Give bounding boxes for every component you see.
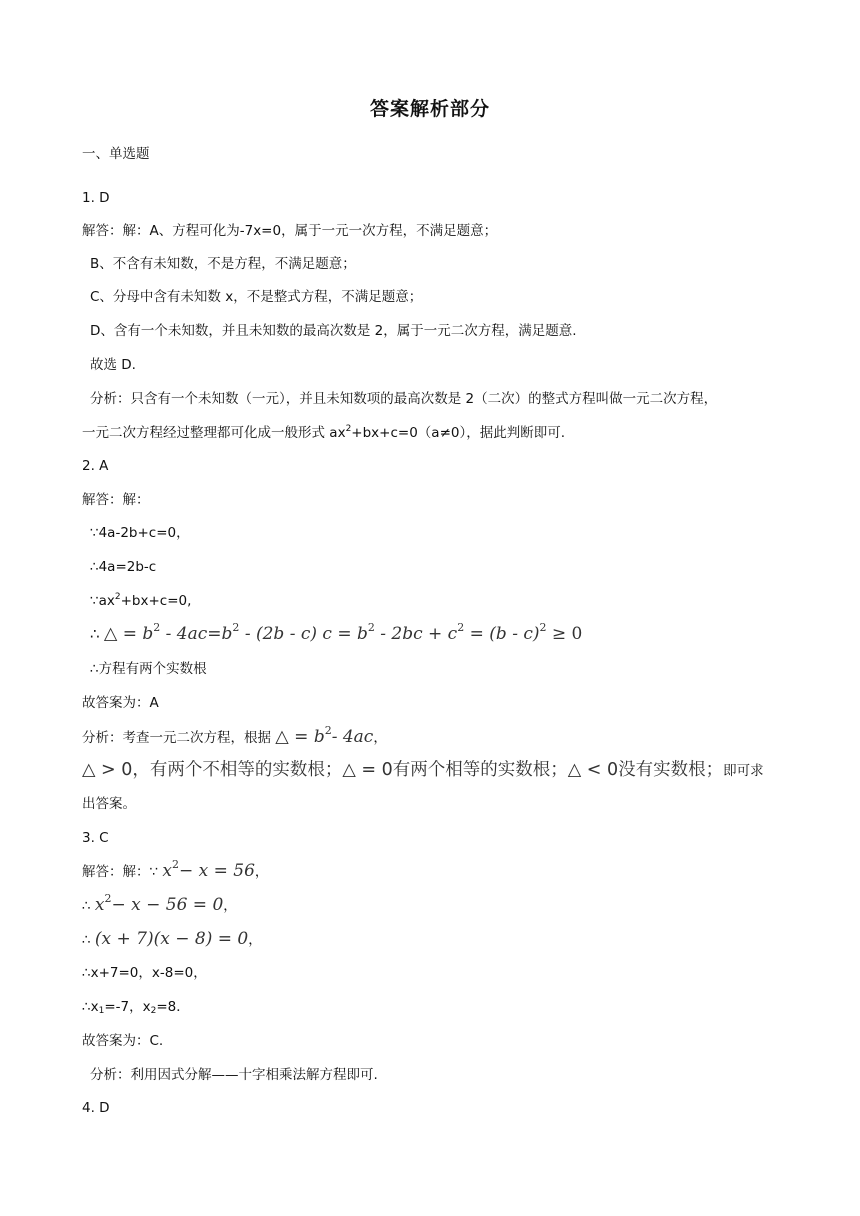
q3-step-2: ∴ $x^2- x - 56 = 0$， (82, 892, 237, 915)
q2-final-answer: 故答案为：A (82, 695, 159, 711)
q2-analysis: 分析：考查一元二次方程，根据 △ = $b^2-$ 4ac， (82, 724, 387, 747)
q3-step-3: ∴ (x + 7)(x − 8) = 0， (82, 929, 262, 949)
q2-analysis-end: 出答案。 (82, 796, 136, 812)
q1-solution-a: 解答：解：A、方程可化为-7x=0，属于一元一次方程，不满足题意； (82, 223, 498, 239)
q1-solution-d: D、含有一个未知数，并且未知数的最高次数是 2，属于一元二次方程，满足题意. (90, 323, 577, 339)
q2-step-1: ∵4a-2b+c=0， (90, 525, 190, 541)
q1-analysis: 分析：只含有一个未知数（一元），并且未知数项的最高次数是 2（二次）的整式方程叫做一元二次方程， (90, 391, 718, 407)
q3-analysis: 分析：利用因式分解——十字相乘法解方程即可. (90, 1067, 378, 1083)
page-title: 答案解析部分 (369, 98, 490, 120)
section-heading: 一、单选题 (82, 146, 150, 162)
q2-analysis-rules: △ > 0，有两个不相等的实数根；△ = 0有两个相等的实数根；△ < 0没有实数根；即可求 (82, 760, 764, 780)
q2-step-2: ∴4a=2b-c (90, 559, 157, 575)
q3-final-answer: 故答案为：C. (82, 1033, 164, 1049)
q1-analysis-cont: 一元二次方程经过整理都可化成一般形式 $ax^2+bx+c=0(a\ne 0)$，据此判断即可. (82, 424, 566, 441)
q2-conclusion: ∴方程有两个实数根 (90, 661, 207, 677)
q2-answer: 2. A (82, 458, 109, 474)
q2-step-3: $\because ax^2+bx+c=0$, (90, 592, 192, 609)
q2-solution-label: 解答：解： (82, 492, 150, 508)
q1-solution-c: C、分母中含有未知数 x，不是整式方程，不满足题意； (90, 289, 423, 305)
q1-solution-b: B、不含有未知数，不是方程，不满足题意； (90, 256, 356, 272)
q1-choice: 故选 D. (90, 357, 136, 373)
q3-step-1: 解答：解：∵ $x^2- x = 56$， (82, 858, 269, 881)
q3-answer: 3. C (82, 830, 109, 846)
q1-answer: 1. D (82, 190, 110, 206)
q2-discriminant-formula: ∴ △ = $b^2 - 4ac=b^2 - (2b - c) c = b^2 - 2bc + c^2 = (b - c)^2 \ge 0$ (90, 621, 583, 644)
q4-answer: 4. D (82, 1100, 110, 1116)
q3-roots: $\therefore x_1=-7$，$x_2=8$． (82, 999, 190, 1016)
q3-step-4: ∴x+7=0，x-8=0， (82, 965, 207, 981)
